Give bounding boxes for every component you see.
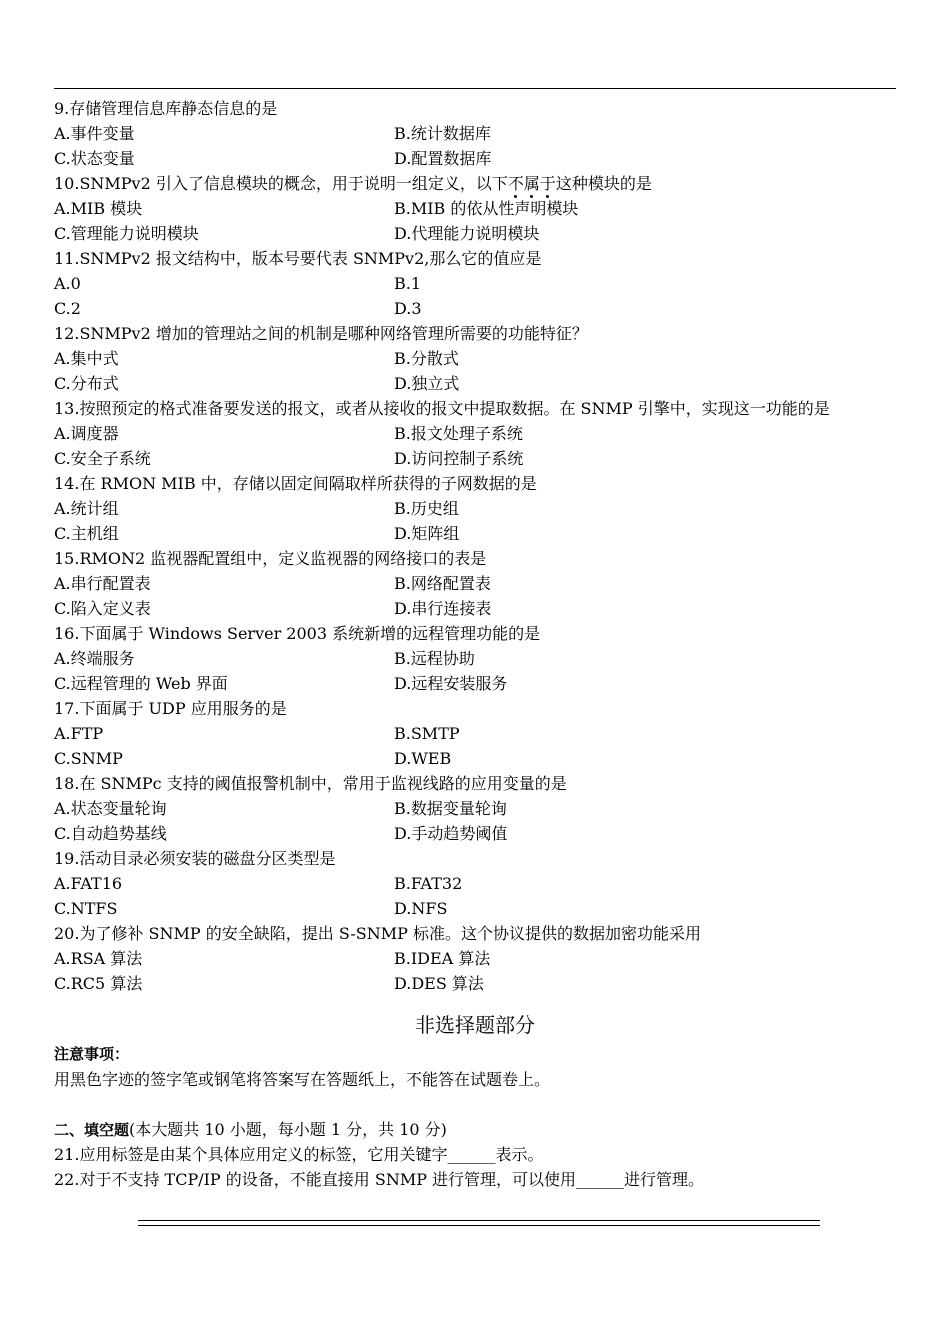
option-a: A.FAT16 [54, 874, 123, 893]
option-a: A.事件变量 [54, 124, 135, 143]
spacer [54, 1092, 896, 1117]
question-stem: 11.SNMPv2 报文结构中，版本号要代表 SNMPv2,那么它的值应是 [54, 249, 542, 268]
option-b: B.数据变量轮询 [394, 799, 507, 818]
option-row [54, 146, 896, 171]
option-b: B.SMTP [394, 724, 460, 743]
emphasized-char-text: 于 [539, 174, 556, 193]
option-row [54, 871, 896, 896]
section-heading-detail: (本大题共 10 小题，每小题 1 分，共 10 分) [129, 1120, 447, 1139]
option-row [54, 571, 896, 596]
option-row [54, 121, 896, 146]
option-d: D.代理能力说明模块 [394, 224, 540, 243]
option-d: D.配置数据库 [394, 149, 492, 168]
question-stem: 20.为了修补 SNMP 的安全缺陷，提出 S-SNMP 标准。这个协议提供的数据加密功能采用 [54, 924, 701, 943]
option-row [54, 346, 896, 371]
fill-question: 21.应用标签是由某个具体应用定义的标签，它用关键字______表示。 [54, 1145, 544, 1164]
option-c: C.陷入定义表 [54, 599, 151, 618]
fill-question: 22.对于不支持 TCP/IP 的设备，不能直接用 SNMP 进行管理，可以使用______进行管理。 [54, 1170, 705, 1189]
emphasized-char-text: 属 [523, 174, 540, 193]
option-a: A.调度器 [54, 424, 119, 443]
option-row [54, 521, 896, 546]
option-b: B.报文处理子系统 [394, 424, 523, 443]
option-c: C.安全子系统 [54, 449, 151, 468]
option-d: D.DES 算法 [394, 974, 484, 993]
option-row [54, 946, 896, 971]
emphasized-char [524, 174, 540, 193]
option-row [54, 896, 896, 921]
question-stem: 14.在 RMON MIB 中，存储以固定间隔取样所获得的子网数据的是 [54, 474, 537, 493]
exam-page-content [54, 96, 896, 1192]
option-d: D.NFS [394, 899, 448, 918]
option-row [54, 496, 896, 521]
option-a: A.串行配置表 [54, 574, 151, 593]
option-b: B.远程协助 [394, 649, 475, 668]
question-stem: 18.在 SNMPc 支持的阈值报警机制中，常用于监视线路的应用变量的是 [54, 774, 567, 793]
question-stem: 17.下面属于 UDP 应用服务的是 [54, 699, 287, 718]
option-row [54, 221, 896, 246]
option-a: A.0 [54, 274, 81, 293]
option-a: A.RSA 算法 [54, 949, 143, 968]
option-c: C.状态变量 [54, 149, 135, 168]
option-c: C.RC5 算法 [54, 974, 143, 993]
bottom-double-rule [138, 1220, 820, 1226]
option-row [54, 296, 896, 321]
option-c: C.SNMP [54, 749, 123, 768]
option-c: C.自动趋势基线 [54, 824, 167, 843]
option-row [54, 596, 896, 621]
option-d: D.串行连接表 [394, 599, 492, 618]
option-b: B.统计数据库 [394, 124, 491, 143]
option-b: B.网络配置表 [394, 574, 491, 593]
option-row [54, 821, 896, 846]
question-stem: 15.RMON2 监视器配置组中，定义监视器的网络接口的表是 [54, 549, 487, 568]
option-c: C.远程管理的 Web 界面 [54, 674, 228, 693]
option-row [54, 446, 896, 471]
question-stem: 19.活动目录必须安装的磁盘分区类型是 [54, 849, 336, 868]
option-c: C.分布式 [54, 374, 119, 393]
option-row [54, 421, 896, 446]
option-row [54, 971, 896, 996]
option-row [54, 371, 896, 396]
option-b: B.MIB 的依从性声明模块 [394, 199, 579, 218]
option-row [54, 796, 896, 821]
question-stem: 12.SNMPv2 增加的管理站之间的机制是哪种网络管理所需要的功能特征？ [54, 324, 588, 343]
stem-text-before: 10.SNMPv2 引入了信息模块的概念，用于说明一组定义，以下 [54, 174, 508, 193]
option-d: D.独立式 [394, 374, 460, 393]
option-d: D.手动趋势阈值 [394, 824, 508, 843]
option-b: B.FAT32 [394, 874, 463, 893]
option-d: D.访问控制子系统 [394, 449, 524, 468]
option-row [54, 671, 896, 696]
notice-heading: 注意事项： [54, 1045, 130, 1063]
option-c: C.2 [54, 299, 81, 318]
emphasized-char-text: 不 [507, 174, 524, 193]
option-a: A.FTP [54, 724, 104, 743]
option-row [54, 196, 896, 221]
option-a: A.MIB 模块 [54, 199, 143, 218]
option-d: D.3 [394, 299, 422, 318]
option-b: B.1 [394, 274, 422, 293]
option-a: A.状态变量轮询 [54, 799, 167, 818]
option-row [54, 646, 896, 671]
option-b: B.分散式 [394, 349, 459, 368]
option-d: D.WEB [394, 749, 452, 768]
notice-text: 用黑色字迹的签字笔或钢笔将答案写在答题纸上，不能答在试题卷上。 [54, 1070, 551, 1089]
option-c: C.管理能力说明模块 [54, 224, 199, 243]
option-a: A.集中式 [54, 349, 119, 368]
option-b: B.IDEA 算法 [394, 949, 491, 968]
stem-text-after: 这种模块的是 [555, 174, 652, 193]
question-stem: 13.按照预定的格式准备要发送的报文，或者从接收的报文中提取数据。在 SNMP 引擎中，实现这一功能的是 [54, 399, 830, 418]
option-row [54, 721, 896, 746]
emphasized-char [540, 174, 556, 193]
option-a: A.终端服务 [54, 649, 135, 668]
option-d: D.矩阵组 [394, 524, 460, 543]
option-c: C.主机组 [54, 524, 119, 543]
section-heading-label: 二、填空题 [54, 1121, 130, 1139]
question-stem [54, 171, 896, 196]
option-row [54, 271, 896, 296]
option-row [54, 746, 896, 771]
section-heading [54, 1117, 896, 1142]
option-a: A.统计组 [54, 499, 119, 518]
question-stem: 16.下面属于 Windows Server 2003 系统新增的远程管理功能的是 [54, 624, 541, 643]
section-title: 非选择题部分 [415, 1013, 535, 1037]
top-rule [54, 88, 896, 89]
emphasized-char [508, 174, 524, 193]
question-stem: 9.存储管理信息库静态信息的是 [54, 99, 278, 118]
option-b: B.历史组 [394, 499, 459, 518]
option-c: C.NTFS [54, 899, 118, 918]
option-d: D.远程安装服务 [394, 674, 508, 693]
